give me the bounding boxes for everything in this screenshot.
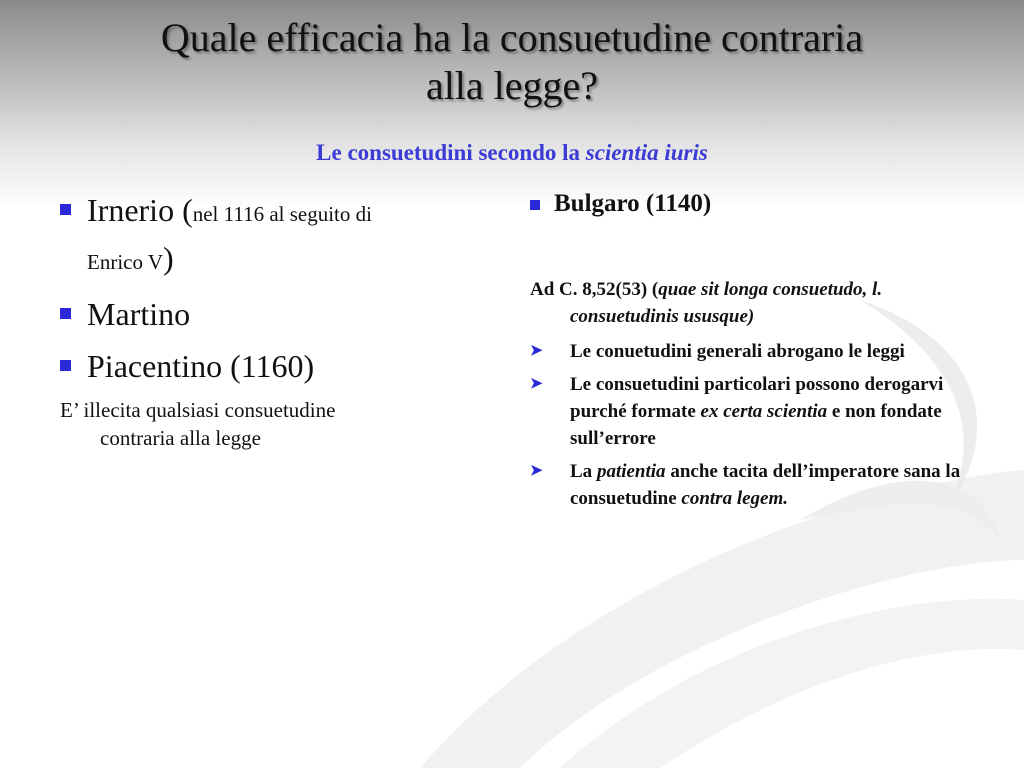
square-bullet-icon [530,200,540,210]
left-note [60,396,480,452]
arrow-list-item [530,458,970,512]
list-item-martino [60,292,480,336]
slide-title [60,14,964,110]
subtitle-text: Le consuetudini secondo la [316,140,581,165]
slide-subtitle [60,140,964,166]
item-italic: patientia [596,461,666,482]
piacentino-label: Piacentino (1160) [87,348,315,384]
item-text: e non fondate sull’errore [570,401,942,449]
arrow-list-item [530,338,970,365]
martino-label: Martino [87,296,191,332]
arrow-list [530,338,970,512]
item-text: Le consuetudini particolari possono derogarvi purché formate [570,374,944,422]
irnerio-detail-2: Enrico V [87,250,164,274]
subtitle-italic: scientia iuris [585,140,708,165]
item-text: La [570,461,597,482]
list-item-bulgaro [530,188,970,220]
ad-italic: quae sit longa consuetudo, l. consuetudinis ususque) [570,279,883,327]
arrow-bullet-icon: ➤ [530,463,543,479]
arrow-list-item [530,371,970,452]
irnerio-name: Irnerio ( [87,192,193,228]
title-line-1: Quale efficacia ha la consuetudine contraria [160,15,864,60]
left-column [60,188,480,452]
arrow-bullet-icon: ➤ [530,343,543,359]
item-text: anche tacita dell’imperatore sana la consuetudine [570,461,961,509]
title-line-2: alla legge? [425,63,599,108]
note-line-2: contraria alla legge [100,426,261,450]
ad-prefix: Ad C. 8,52(53) ( [530,279,659,300]
list-item-piacentino [60,344,480,388]
note-line-1: E’ illecita qualsiasi consuetudine [60,398,336,422]
item-italic: contra legem. [681,488,788,509]
list-item-irnerio [60,188,480,284]
square-bullet-icon [60,360,71,371]
irnerio-close: ) [163,240,174,276]
bulgaro-label: Bulgaro (1140) [554,190,712,217]
item-italic: ex certa scientia [700,401,828,422]
right-column [530,188,970,518]
irnerio-detail-1: nel 1116 al seguito di [192,202,372,226]
square-bullet-icon [60,204,71,215]
arrow-bullet-icon: ➤ [530,376,543,392]
ad-paragraph [530,276,970,330]
square-bullet-icon [60,308,71,319]
item-text: Le conuetudini generali abrogano le leggi [570,341,905,362]
